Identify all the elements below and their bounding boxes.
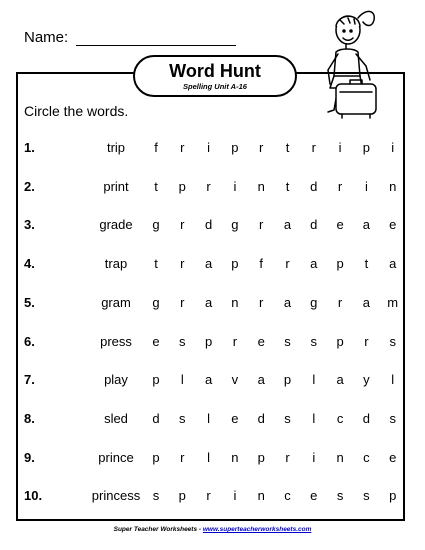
- target-word: gram: [101, 294, 131, 310]
- letter-cell[interactable]: e: [336, 217, 344, 233]
- letter-grid-row: [150, 449, 397, 470]
- letter-cell[interactable]: i: [233, 488, 237, 504]
- letter-cell[interactable]: a: [204, 294, 213, 310]
- letter-cell[interactable]: i: [207, 140, 211, 155]
- letter-cell[interactable]: i: [312, 449, 316, 465]
- letter-cell[interactable]: s: [336, 488, 344, 504]
- letter-cell[interactable]: p: [231, 256, 239, 272]
- letter-cell[interactable]: e: [257, 333, 265, 349]
- letter-cell[interactable]: l: [391, 372, 395, 388]
- letter-cell[interactable]: a: [257, 372, 265, 388]
- letter-grid-row: [150, 217, 397, 237]
- puzzle-row: [24, 488, 400, 508]
- letter-cell[interactable]: g: [231, 217, 239, 233]
- instructions: Circle the words.: [24, 103, 129, 119]
- letter-cell[interactable]: a: [283, 294, 292, 310]
- letter-cell[interactable]: p: [178, 488, 186, 504]
- letter-cell[interactable]: p: [257, 449, 265, 465]
- letter-cell[interactable]: i: [391, 140, 395, 155]
- row-number: 5.: [24, 294, 35, 310]
- title-banner: [133, 55, 297, 97]
- letter-cell[interactable]: r: [180, 256, 185, 272]
- letter-cell[interactable]: n: [257, 178, 265, 194]
- target-word: print: [103, 178, 129, 194]
- letter-cell[interactable]: a: [283, 217, 292, 233]
- letter-cell[interactable]: n: [389, 178, 397, 194]
- letter-cell[interactable]: e: [310, 488, 318, 504]
- letter-grid-row: [150, 256, 397, 276]
- letter-cell[interactable]: s: [179, 333, 186, 349]
- letter-cell[interactable]: l: [312, 410, 316, 426]
- letter-cell[interactable]: r: [232, 333, 238, 349]
- letter-cell[interactable]: p: [362, 140, 370, 155]
- letter-cell[interactable]: r: [285, 449, 290, 465]
- letter-cell[interactable]: c: [284, 488, 291, 504]
- puzzle-row: [24, 450, 400, 470]
- letter-cell[interactable]: n: [257, 488, 265, 504]
- letter-cell[interactable]: c: [336, 410, 344, 426]
- letter-cell[interactable]: r: [180, 217, 185, 233]
- letter-cell[interactable]: a: [362, 217, 370, 233]
- row-number: 2.: [24, 178, 35, 194]
- name-label: Name:: [24, 29, 69, 46]
- letter-grid-row: [150, 178, 397, 199]
- page-title: Word Hunt: [169, 61, 261, 81]
- target-word: trip: [106, 140, 126, 155]
- letter-cell[interactable]: e: [231, 410, 239, 426]
- letter-cell[interactable]: r: [337, 294, 343, 310]
- letter-cell[interactable]: a: [389, 256, 397, 272]
- letter-cell[interactable]: n: [231, 449, 239, 465]
- puzzle-row: [24, 140, 400, 160]
- letter-cell[interactable]: g: [152, 294, 160, 310]
- row-number: 4.: [24, 256, 35, 272]
- letter-cell[interactable]: m: [387, 294, 399, 310]
- letter-cell[interactable]: p: [152, 372, 160, 388]
- letter-cell[interactable]: r: [337, 178, 343, 194]
- target-word: trap: [104, 256, 128, 272]
- name-row: [24, 29, 236, 46]
- footer: [0, 526, 425, 533]
- name-blank-line[interactable]: [76, 31, 236, 46]
- letter-cell[interactable]: c: [363, 449, 370, 465]
- letter-cell[interactable]: s: [389, 410, 396, 426]
- letter-cell[interactable]: p: [231, 140, 239, 155]
- letter-cell[interactable]: e: [152, 333, 160, 349]
- letter-cell[interactable]: p: [283, 372, 292, 388]
- puzzle-row: [24, 179, 400, 199]
- letter-cell[interactable]: a: [310, 256, 318, 272]
- row-number: 3.: [24, 217, 35, 233]
- letter-cell[interactable]: n: [231, 294, 239, 310]
- letter-grid-row: [150, 410, 396, 431]
- footer-brand: Super Teacher Worksheets: [113, 526, 198, 533]
- letter-cell[interactable]: d: [362, 410, 370, 426]
- puzzle-row: [24, 256, 400, 276]
- letter-cell[interactable]: n: [336, 449, 344, 465]
- letter-cell[interactable]: v: [231, 372, 239, 388]
- letter-cell[interactable]: d: [204, 217, 213, 233]
- puzzle-row: [24, 295, 400, 315]
- letter-cell[interactable]: p: [336, 256, 344, 272]
- letter-cell[interactable]: p: [389, 488, 397, 504]
- letter-cell[interactable]: f: [259, 256, 263, 272]
- letter-cell[interactable]: r: [180, 140, 185, 155]
- letter-cell[interactable]: s: [310, 333, 318, 349]
- letter-cell[interactable]: a: [204, 256, 213, 272]
- letter-cell[interactable]: t: [285, 178, 290, 194]
- letter-cell[interactable]: s: [284, 410, 291, 426]
- letter-cell[interactable]: t: [154, 178, 158, 194]
- target-word: prince: [98, 449, 134, 465]
- row-number: 6.: [24, 333, 35, 349]
- letter-cell[interactable]: t: [364, 256, 369, 272]
- row-number: 10.: [24, 488, 43, 504]
- letter-cell[interactable]: i: [233, 178, 237, 194]
- letter-cell[interactable]: t: [154, 256, 158, 272]
- puzzle-row: [24, 334, 400, 354]
- letter-cell[interactable]: y: [363, 372, 370, 388]
- letter-cell[interactable]: p: [336, 333, 344, 349]
- row-number: 7.: [24, 372, 35, 388]
- letter-cell[interactable]: s: [179, 410, 186, 426]
- letter-cell[interactable]: r: [311, 140, 316, 155]
- target-word: princess: [91, 488, 141, 504]
- letter-cell[interactable]: l: [207, 449, 211, 465]
- letter-cell[interactable]: a: [362, 294, 370, 310]
- letter-cell[interactable]: i: [364, 178, 368, 194]
- letter-grid-row: [150, 488, 397, 508]
- target-word: grade: [99, 217, 133, 233]
- puzzle-row: [24, 217, 400, 237]
- letter-cell[interactable]: l: [312, 372, 316, 388]
- letter-cell[interactable]: r: [180, 449, 185, 465]
- letter-cell[interactable]: d: [310, 217, 318, 233]
- letter-cell[interactable]: p: [204, 333, 213, 349]
- letter-grid-row: [150, 294, 399, 315]
- letter-cell[interactable]: e: [389, 449, 397, 465]
- letter-cell[interactable]: d: [310, 178, 318, 194]
- letter-cell[interactable]: p: [152, 449, 160, 465]
- target-word: press: [100, 333, 132, 349]
- letter-cell[interactable]: r: [206, 488, 211, 504]
- row-number: 8.: [24, 410, 35, 426]
- letter-cell[interactable]: s: [152, 488, 160, 504]
- letter-cell[interactable]: d: [257, 410, 265, 426]
- letter-cell[interactable]: a: [204, 372, 213, 388]
- letter-cell[interactable]: r: [364, 333, 369, 349]
- letter-cell[interactable]: e: [389, 217, 397, 233]
- letter-grid-row: [150, 372, 395, 392]
- letter-cell[interactable]: f: [154, 140, 158, 155]
- row-number: 9.: [24, 449, 35, 465]
- letter-cell[interactable]: r: [259, 217, 264, 233]
- letter-cell[interactable]: l: [180, 372, 184, 388]
- letter-grid-row: [150, 333, 396, 354]
- letter-cell[interactable]: a: [336, 372, 344, 388]
- letter-grid-row: [150, 140, 395, 160]
- footer-separator: -: [198, 526, 202, 533]
- letter-cell[interactable]: r: [259, 140, 264, 155]
- puzzle-row: [24, 372, 400, 392]
- letter-cell[interactable]: d: [152, 410, 160, 426]
- letter-cell[interactable]: p: [178, 178, 186, 194]
- letter-cell[interactable]: s: [284, 333, 291, 349]
- letter-cell[interactable]: g: [152, 217, 160, 233]
- letter-cell[interactable]: g: [310, 294, 318, 310]
- target-word: play: [104, 372, 128, 388]
- letter-cell[interactable]: r: [180, 294, 185, 310]
- letter-cell[interactable]: r: [285, 256, 290, 272]
- letter-cell[interactable]: s: [389, 333, 396, 349]
- letter-cell[interactable]: i: [338, 140, 342, 155]
- page-subtitle: Spelling Unit A-16: [183, 82, 247, 91]
- letter-cell[interactable]: l: [207, 410, 211, 426]
- target-word: sled: [104, 410, 128, 426]
- row-number: 1.: [24, 140, 35, 155]
- letter-cell[interactable]: s: [363, 488, 370, 504]
- puzzle-row: [24, 411, 400, 431]
- letter-cell[interactable]: r: [206, 178, 211, 194]
- letter-cell[interactable]: r: [259, 294, 264, 310]
- footer-link[interactable]: www.superteacherworksheets.com: [202, 526, 312, 533]
- letter-cell[interactable]: t: [285, 140, 290, 155]
